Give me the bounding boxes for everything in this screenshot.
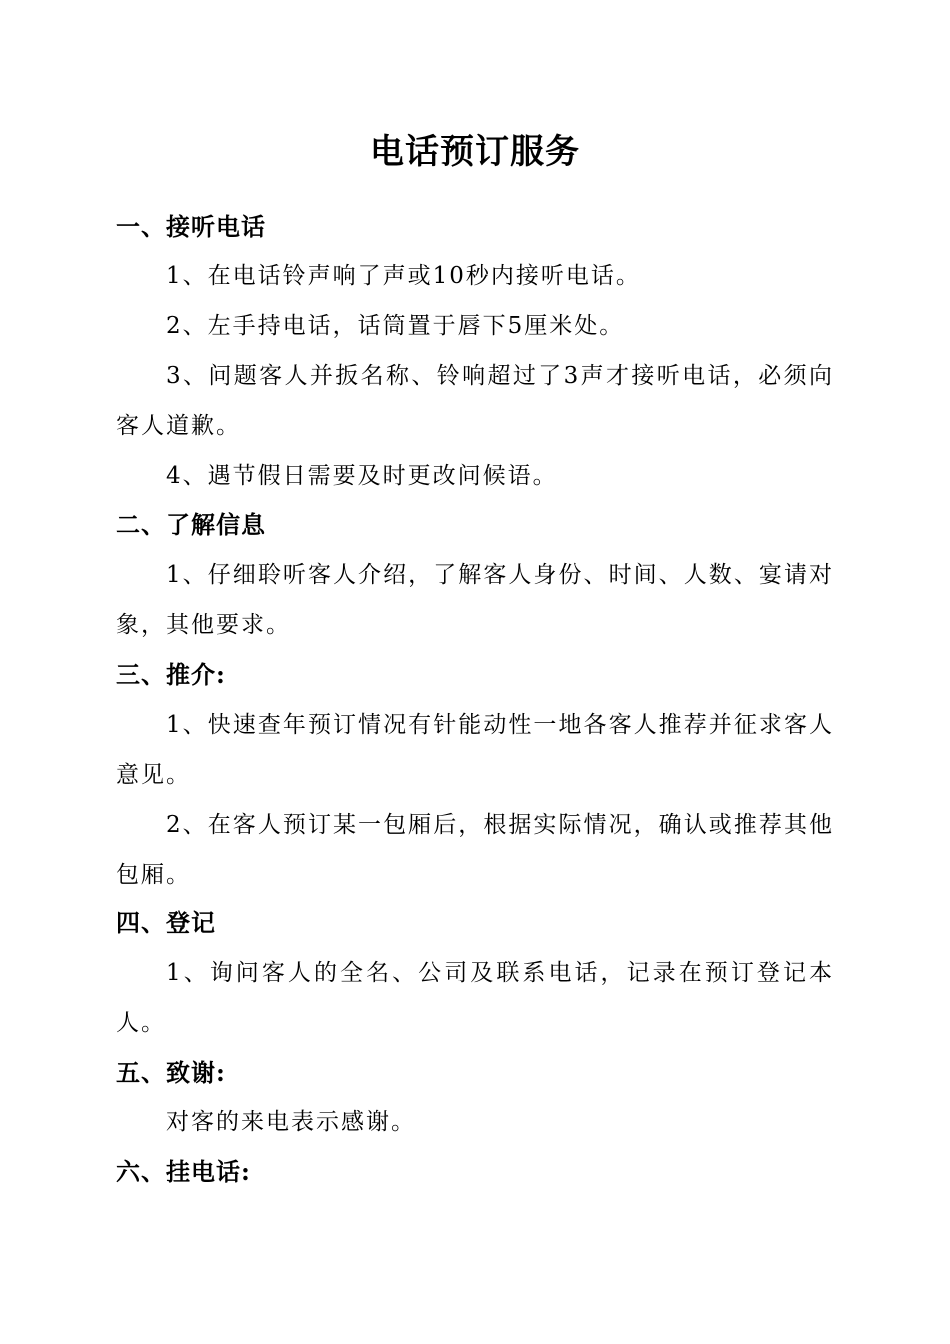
section-heading-5: 五、致谢: bbox=[116, 1058, 226, 1087]
paragraph: 1、询问客人的全名、公司及联系电话，记录在预订登记本人。 bbox=[116, 960, 834, 1036]
paragraph: 2、左手持电话，话筒置于唇下5厘米处。 bbox=[166, 313, 625, 339]
section-heading-4: 四、登记 bbox=[116, 908, 216, 937]
section-heading-1: 一、接听电话 bbox=[116, 212, 266, 241]
document-title: 电话预订服务 bbox=[370, 132, 580, 172]
section-heading-3: 三、推介: bbox=[116, 660, 226, 689]
paragraph: 对客的来电表示感谢。 bbox=[166, 1109, 416, 1135]
paragraph: 1、在电话铃声响了声或10秒内接听电话。 bbox=[166, 263, 641, 289]
section-heading-2: 二、了解信息 bbox=[116, 510, 266, 539]
paragraph: 1、仔细聆听客人介绍，了解客人身份、时间、人数、宴请对象，其他要求。 bbox=[116, 562, 834, 638]
paragraph: 3、问题客人并扳名称、铃响超过了3声才接听电话，必须向客人道歉。 bbox=[116, 363, 834, 439]
paragraph: 4、遇节假日需要及时更改问候语。 bbox=[166, 463, 558, 489]
section-heading-6: 六、挂电话: bbox=[116, 1157, 251, 1186]
paragraph: 1、快速查年预订情况有针能动性一地各客人推荐并征求客人意见。 bbox=[116, 712, 834, 788]
paragraph: 2、在客人预订某一包厢后，根据实际情况，确认或推荐其他包厢。 bbox=[116, 812, 834, 888]
